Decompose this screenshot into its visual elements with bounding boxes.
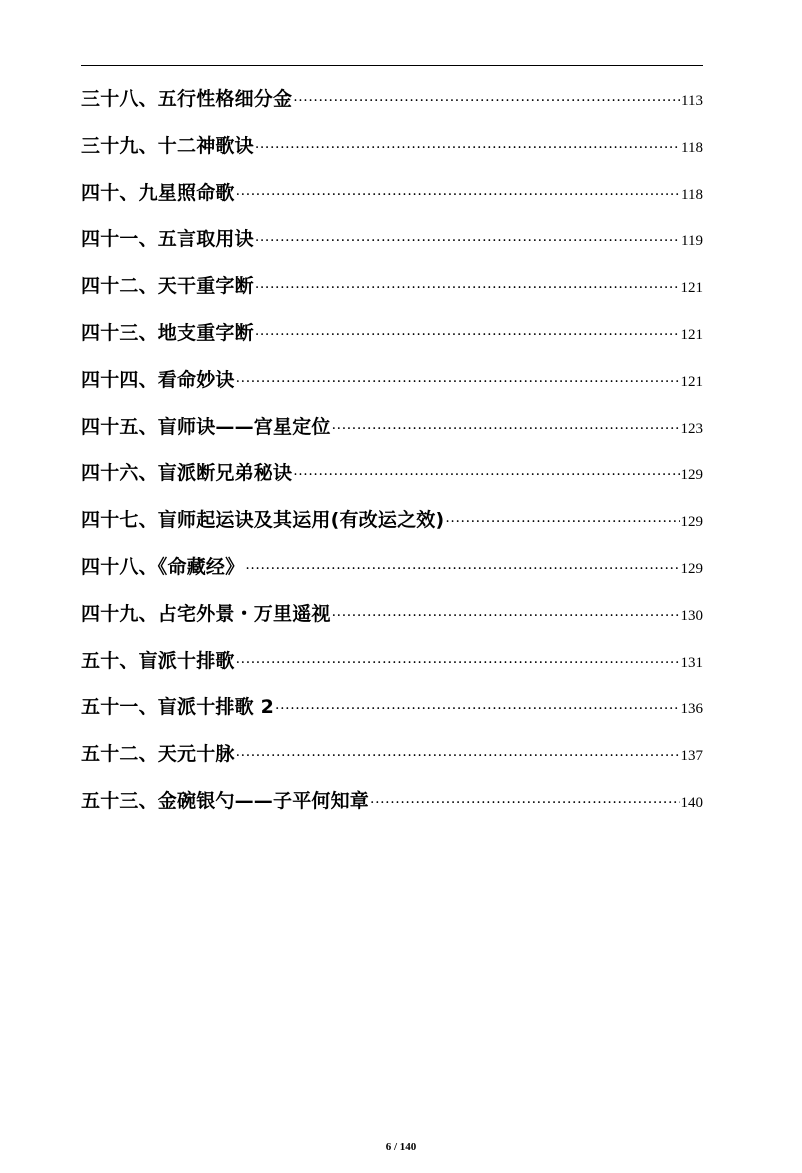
toc-dot-leader: [236, 187, 680, 203]
toc-entry-title: 三十九、十二神歌诀: [81, 134, 254, 157]
toc-entry-title: 四十九、占宅外景・万里遥视: [81, 602, 331, 625]
toc-dot-leader: [370, 795, 679, 811]
toc-entry-title: 五十、盲派十排歌: [81, 649, 235, 672]
toc-entry-page: 130: [680, 607, 703, 624]
toc-entry-page: 118: [681, 186, 703, 203]
toc-entry[interactable]: [81, 786, 703, 833]
toc-entry-title: 四十四、看命妙诀: [81, 368, 235, 391]
toc-entry-title: 四十五、盲师诀——宫星定位: [81, 415, 331, 438]
toc-dot-leader: [255, 280, 680, 296]
toc-entry[interactable]: [81, 318, 703, 365]
toc-entry[interactable]: [81, 552, 703, 599]
toc-dot-leader: [236, 748, 680, 764]
toc-entry-page: 113: [681, 93, 703, 109]
toc-entry-page: 121: [680, 373, 703, 390]
toc-entry-page: 119: [681, 233, 703, 250]
toc-entry-title: 四十六、盲派断兄弟秘诀: [81, 462, 293, 485]
toc-dot-leader: [275, 701, 679, 717]
toc-entry-title: 四十、九星照命歌: [81, 181, 235, 204]
toc-entry-page: 129: [680, 467, 703, 484]
table-of-contents: [81, 84, 703, 833]
toc-entry[interactable]: [81, 224, 703, 271]
toc-dot-leader: [293, 93, 680, 109]
toc-entry-title: 四十一、五言取用诀: [81, 228, 254, 251]
toc-entry[interactable]: [81, 692, 703, 739]
toc-dot-leader: [255, 140, 680, 156]
toc-entry-title: 三十八、五行性格细分金: [81, 88, 293, 110]
toc-entry-page: 136: [680, 701, 703, 718]
toc-entry[interactable]: [81, 412, 703, 459]
toc-entry-page: 121: [680, 280, 703, 297]
toc-entry[interactable]: [81, 178, 703, 225]
header-rule: [81, 65, 703, 66]
toc-entry-title: 五十一、盲派十排歌 2: [81, 696, 275, 719]
page-number: 6 / 140: [385, 1141, 417, 1153]
toc-dot-leader: [245, 561, 679, 577]
toc-entry[interactable]: [81, 599, 703, 646]
toc-entry-title: 四十八、《命藏经》: [81, 555, 245, 578]
toc-dot-leader: [236, 374, 680, 390]
toc-entry-title: 四十三、地支重字断: [81, 321, 254, 344]
toc-dot-leader: [332, 421, 680, 437]
toc-entry[interactable]: [81, 646, 703, 693]
toc-entry-page: 137: [680, 748, 703, 765]
toc-entry[interactable]: [81, 271, 703, 318]
toc-entry[interactable]: [81, 365, 703, 412]
toc-dot-leader: [293, 467, 679, 483]
toc-entry[interactable]: [81, 505, 703, 552]
toc-dot-leader: [445, 514, 679, 530]
toc-entry-title: 五十三、金碗银勺——子平何知章: [81, 789, 370, 812]
toc-entry-title: 五十二、天元十脉: [81, 743, 235, 766]
toc-entry[interactable]: [81, 739, 703, 786]
toc-dot-leader: [255, 327, 680, 343]
toc-entry-title: 四十七、盲师起运诀及其运用(有改运之效): [81, 509, 445, 532]
toc-entry-page: 140: [680, 794, 703, 811]
toc-entry-page: 129: [680, 514, 703, 531]
toc-entry-page: 118: [681, 139, 703, 156]
toc-entry-page: 129: [680, 560, 703, 577]
toc-dot-leader: [332, 608, 680, 624]
toc-dot-leader: [236, 655, 680, 671]
toc-entry[interactable]: [81, 131, 703, 178]
toc-entry-page: 123: [680, 420, 703, 437]
toc-dot-leader: [255, 233, 680, 249]
toc-entry-title: 四十二、天干重字断: [81, 275, 254, 298]
toc-entry-page: 131: [680, 654, 703, 671]
toc-entry-page: 121: [680, 326, 703, 343]
toc-entry[interactable]: [81, 458, 703, 505]
toc-entry[interactable]: [81, 84, 703, 131]
